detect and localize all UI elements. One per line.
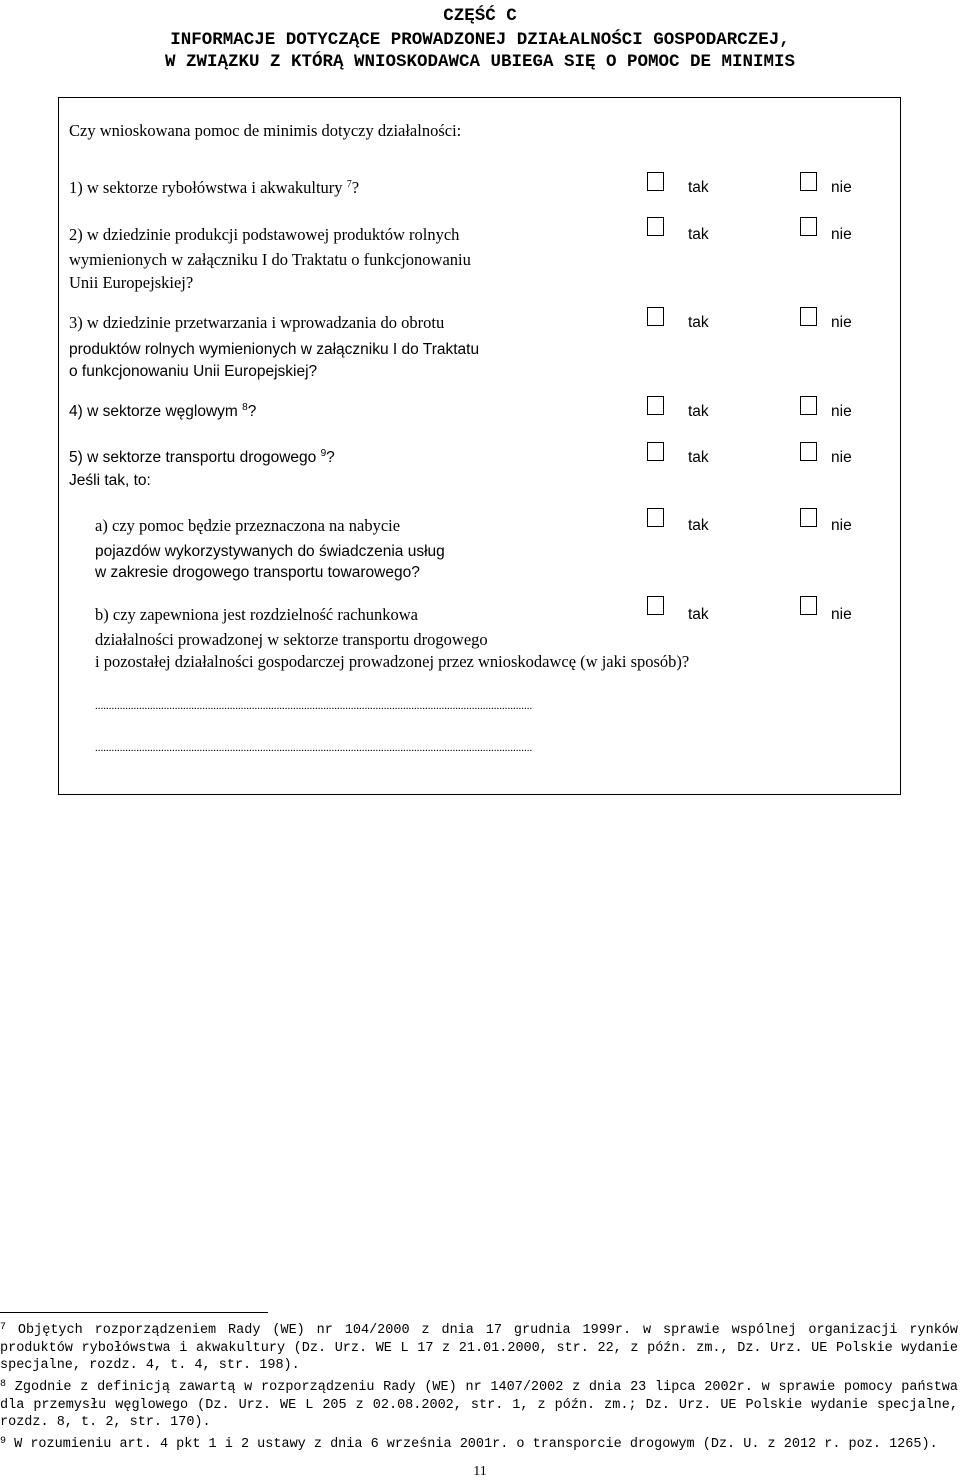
q5-nie-label: nie: [831, 449, 852, 466]
question-5b-line1: b) czy zapewniona jest rozdzielność rachunkowa: [95, 605, 418, 624]
question-5-followup: Jeśli tak, to:: [69, 472, 151, 489]
q2-nie-label: nie: [831, 226, 852, 243]
q1-nie-label: nie: [831, 179, 852, 196]
q5a-tak-checkbox[interactable]: [647, 508, 664, 527]
q5a-nie-label: nie: [831, 517, 852, 534]
q5b-nie-checkbox[interactable]: [800, 596, 817, 615]
question-5a-line2: pojazdów wykorzystywanych do świadczenia usług: [95, 543, 445, 560]
q5b-tak-checkbox[interactable]: [647, 596, 664, 615]
q3-tak-checkbox[interactable]: [647, 307, 664, 326]
q5b-tak-label: tak: [688, 606, 709, 623]
question-4: 4) w sektorze węglowym $^8$?: [69, 402, 257, 420]
answer-dots-line2[interactable]: ...............................................................................................................................................................: [95, 742, 533, 754]
question-5a-line1: a) czy pomoc będzie przeznaczona na nabycie: [95, 516, 401, 535]
part-title: CZĘŚĆ C: [443, 6, 517, 26]
section-title-line1: INFORMACJE DOTYCZĄCE PROWADZONEJ DZIAŁALNOŚCI GOSPODARCZEJ,: [170, 30, 790, 50]
q5-tak-checkbox[interactable]: [647, 442, 664, 461]
q5-nie-checkbox[interactable]: [800, 442, 817, 461]
question-5b-line3: i pozostałej działalności gospodarczej prowadzonej przez wnioskodawcę (w jaki sposób)?: [95, 652, 690, 671]
q3-nie-checkbox[interactable]: [800, 307, 817, 326]
q1-tak-checkbox[interactable]: [647, 172, 664, 191]
q4-nie-label: nie: [831, 403, 852, 420]
q2-nie-checkbox[interactable]: [800, 217, 817, 236]
footnote-ref-8: 8: [242, 402, 248, 413]
question-2-line2: wymienionych w załączniku I do Traktatu o funkcjonowaniu: [69, 250, 471, 269]
question-3-line1: 3) w dziedzinie przetwarzania i wprowadzania do obrotu: [69, 313, 445, 332]
q3-tak-label: tak: [688, 314, 709, 331]
footnote-7: $^7$ Objętych rozporządzeniem Rady (WE) nr 104/2000 z dnia 17 grudnia 1999r. w sprawie wspólnej organizacji rynków produktów rybołówstwa i akwakultury (Dz. Urz. WE L 17 z 21.01.2000, str. 22, z późn. zm., Dz. Urz. UE Polskie wydanie specjalne, rozdz. 4, t. 4, str. 198).: [0, 1322, 958, 1373]
form-intro: Czy wnioskowana pomoc de minimis dotyczy działalności:: [69, 121, 462, 140]
question-3-line3: o funkcjonowaniu Unii Europejskiej?: [69, 363, 318, 380]
question-5b-line2: działalności prowadzonej w sektorze transportu drogowego: [95, 630, 488, 649]
question-2-line1: 2) w dziedzinie produkcji podstawowej produktów rolnych: [69, 225, 460, 244]
q4-nie-checkbox[interactable]: [800, 396, 817, 415]
answer-dots-line1[interactable]: ...............................................................................................................................................................: [95, 700, 533, 712]
footnote-ref-7: 7: [346, 179, 352, 190]
q2-tak-label: tak: [688, 226, 709, 243]
question-2-line3: Unii Europejskiej?: [69, 273, 194, 292]
q2-tak-checkbox[interactable]: [647, 217, 664, 236]
footnote-8: $^8$ Zgodnie z definicją zawartą w rozporządzeniu Rady (WE) nr 1407/2002 z dnia 23 lipca 2002r. w sprawie pomocy państwa dla przemysłu węglowego (Dz. Urz. WE L 205 z 02.08.2002, str. 1, z późn. zm.; Dz. Urz. UE Polskie wydanie specjalne, rozdz. 8, t. 2, str. 170).: [0, 1379, 958, 1430]
section-title-line2: W ZWIĄZKU Z KTÓRĄ WNIOSKODAWCA UBIEGA SIĘ O POMOC DE MINIMIS: [164, 52, 796, 72]
q5a-tak-label: tak: [688, 517, 709, 534]
question-3-line2: produktów rolnych wymienionych w załączniku I do Traktatu: [69, 341, 480, 358]
page-number: 11: [473, 1464, 487, 1479]
footnote-ref-9: 9: [320, 448, 327, 459]
q4-tak-checkbox[interactable]: [647, 396, 664, 415]
q5a-nie-checkbox[interactable]: [800, 508, 817, 527]
question-5: 5) w sektorze transportu drogowego $^9$?: [69, 448, 335, 466]
footnote-9: $^9$ W rozumieniu art. 4 pkt 1 i 2 ustawy z dnia 6 września 2001r. o transporcie drogowym (Dz. U. z 2012 r. poz. 1265).: [0, 1436, 938, 1452]
q5b-nie-label: nie: [831, 606, 852, 623]
q5-tak-label: tak: [688, 449, 709, 466]
question-1: 1) w sektorze rybołówstwa i akwakultury $^7$?: [69, 178, 360, 197]
question-5a-line3: w zakresie drogowego transportu towarowego?: [95, 564, 420, 581]
q4-tak-label: tak: [688, 403, 709, 420]
form-box: [58, 97, 901, 795]
q1-tak-label: tak: [688, 179, 709, 196]
q1-nie-checkbox[interactable]: [800, 172, 817, 191]
footnote-separator: [0, 1312, 268, 1313]
q3-nie-label: nie: [831, 314, 852, 331]
